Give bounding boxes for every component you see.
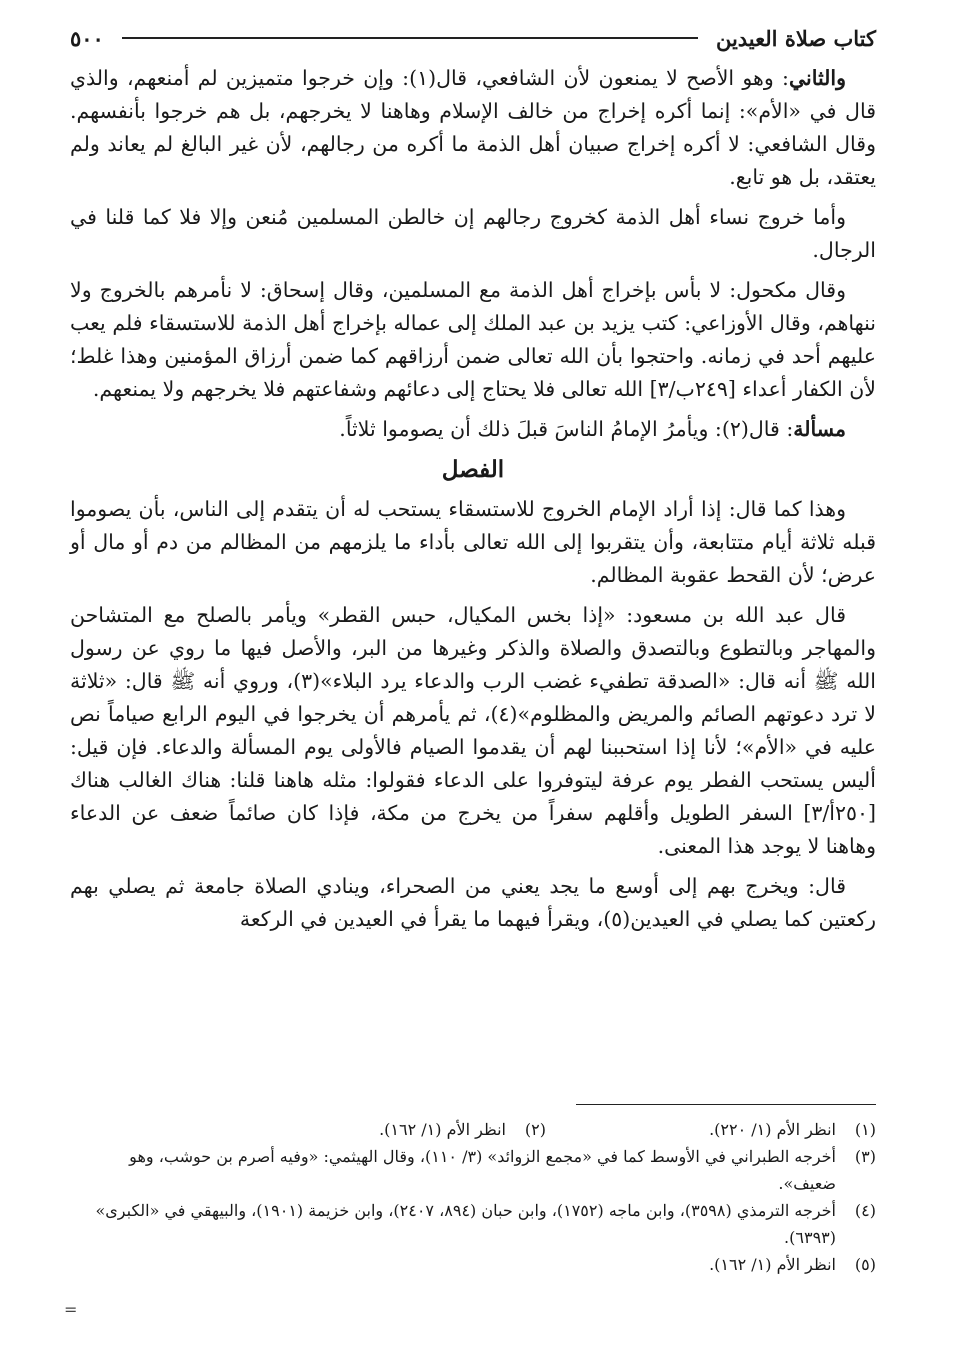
footnote-5-text: انظر الأم (١/ ١٦٢). [709,1255,836,1274]
footnotes [70,1116,876,1278]
footnote-5 [70,1251,876,1278]
footnote-pair [70,1116,876,1143]
footnote-1-text: انظر الأم (١/ ٢٢٠). [709,1120,836,1139]
footnote-3-number: (٣) [854,1147,876,1166]
margin-mark: = [64,1300,78,1319]
footnote-3 [70,1143,876,1197]
footnote-2 [216,1116,546,1143]
page-header [70,20,876,56]
footnote-rule [576,1104,876,1105]
footnote-1 [546,1116,876,1143]
footnote-2-text: انظر الأم (١/ ١٦٢). [379,1120,506,1139]
paragraph-5: وهذا كما قال: إذا أراد الإمام الخروج للاستسقاء يستحب له أن يتقدم إلى الناس، بأن يصوموا قبله ثلاثة أيام متتابعة، وأن يتقربوا إلى الله تعالى بأداء ما يلزمهم من المظالم من دم أو مال أو عرض؛ لأن القحط عقوبة المظالم. [70,497,876,587]
page-number: ٥٠٠ [70,25,104,51]
paragraph-3: وقال مكحول: لا بأس بإخراج أهل الذمة مع المسلمين، وقال إسحاق: لا نأمرهم بالخروج ولا ننهاهم، وقال الأوزاعي: كتب يزيد بن عبد الملك إلى عماله بإخراج أهل الذمة للاستسقاء فلم يعب عليهم أحد في زمانه. واحتجوا بأن الله تعالى ضمن أرزاقهم كما ضمن أرزاق المؤمنين وهذا غلط؛ لأن الكفار أعداء [٢٤٩ب/٣] الله تعالى فلا يحتاج إلى دعائهم وشفاعتهم فلا يخرجهم ولا يمنعهم. [70,278,876,401]
main-text [70,62,876,943]
header-rule [122,37,698,39]
footnote-1-number: (١) [854,1120,876,1139]
running-title: كتاب صلاة العيدين [715,25,876,51]
paragraph-1-text: : وهو الأصح لا يمنعون لأن الشافعي، قال(١): وإن خرجوا متميزين لم أمنعهم، والذي قال في «الأم»: إنما أكره إخراج من خالف الإسلام وهاهنا لا يخرجهم، بل هم خرجوا بأنفسهم. وقال الشافعي: لا أكره إخراج صبيان أهل الذمة ما أكره من رجالهم، لأن غير البالغ لم يعاند ولم يعتقد، بل هو تابع. [70,66,876,189]
paragraph-4-text: : قال(٢): ويأمرُ الإمامُ الناسَ قبلَ ذلك أن يصوموا ثلاثاً. [339,417,794,441]
paragraph-6: قال عبد الله بن مسعود: «إذا بخس المكيال، حبس القطر» ويأمر بالصلح مع المتشاحن والمهاجر وبالتطوع وبالتصدق والصلاة والذكر وغيرها من البر، والأصل فيها ما روي عن رسول الله ﷺ أنه قال: «الصدقة تطفيء غضب الرب والدعاء يرد البلاء»(٣)، وروي أنه ﷺ قال: «ثلاثة لا ترد دعوتهم الصائم والمريض والمظلوم»(٤)، ثم يأمرهم أن يخرجوا في اليوم الرابع صياماً نص عليه في «الأم»؛ لأنا إذا استحببنا لهم أن يقدموا الصيام فالأولى يوم المسألة والدعاء. فإن قيل: أليس يستحب الفطر يوم عرفة ليتوفروا على الدعاء فقولوا: مثله هاهنا قلنا: هناك الغالب هناك [٢٥٠أ/٣] السفر الطويل وأقلهم سفراً من يخرج من مكة، فإذا كان صائماً ضعف عن الدعاء وهاهنا لا يوجد هذا المعنى. [70,603,876,858]
section-title: الفصل [441,456,505,483]
footnote-3-text: أخرجه الطبراني في الأوسط كما في «مجمع الزوائد» (٣/ ١١٠)، وقال الهيثمي: «وفيه أصرم بن حوشب، وهو ضعيف». [129,1147,836,1193]
book-page [70,0,876,1370]
paragraph-7: قال: ويخرج بهم إلى أوسع ما يجد يعني من الصحراء، وينادي الصلاة جامعة ثم يصلي بهم ركعتين كما يصلي في العيدين(٥)، ويقرأ فيهما ما يقرأ في العيدين في الركعة [70,874,876,931]
paragraph-4 [70,413,876,446]
paragraph-1 [70,62,876,194]
footnote-5-number: (٥) [854,1255,876,1274]
footnote-4 [70,1197,876,1251]
paragraph-1-lead: والثاني [788,66,847,90]
paragraph-2: وأما خروج نساء أهل الذمة كخروج رجالهم إن خالطن المسلمين مُنعن وإلا فلا كما قلنا في الرجال. [70,205,876,262]
footnote-4-text: أخرجه الترمذي (٣٥٩٨)، وابن ماجه (١٧٥٢)، وابن حبان (٨٩٤، ٢٤٠٧)، وابن خزيمة (١٩٠١)، والبيهقي في «الكبرى» (٦٣٩٣). [95,1201,836,1247]
paragraph-4-lead: مسألة [793,417,846,441]
footnote-4-number: (٤) [854,1201,876,1220]
footnote-2-number: (٢) [524,1120,546,1139]
